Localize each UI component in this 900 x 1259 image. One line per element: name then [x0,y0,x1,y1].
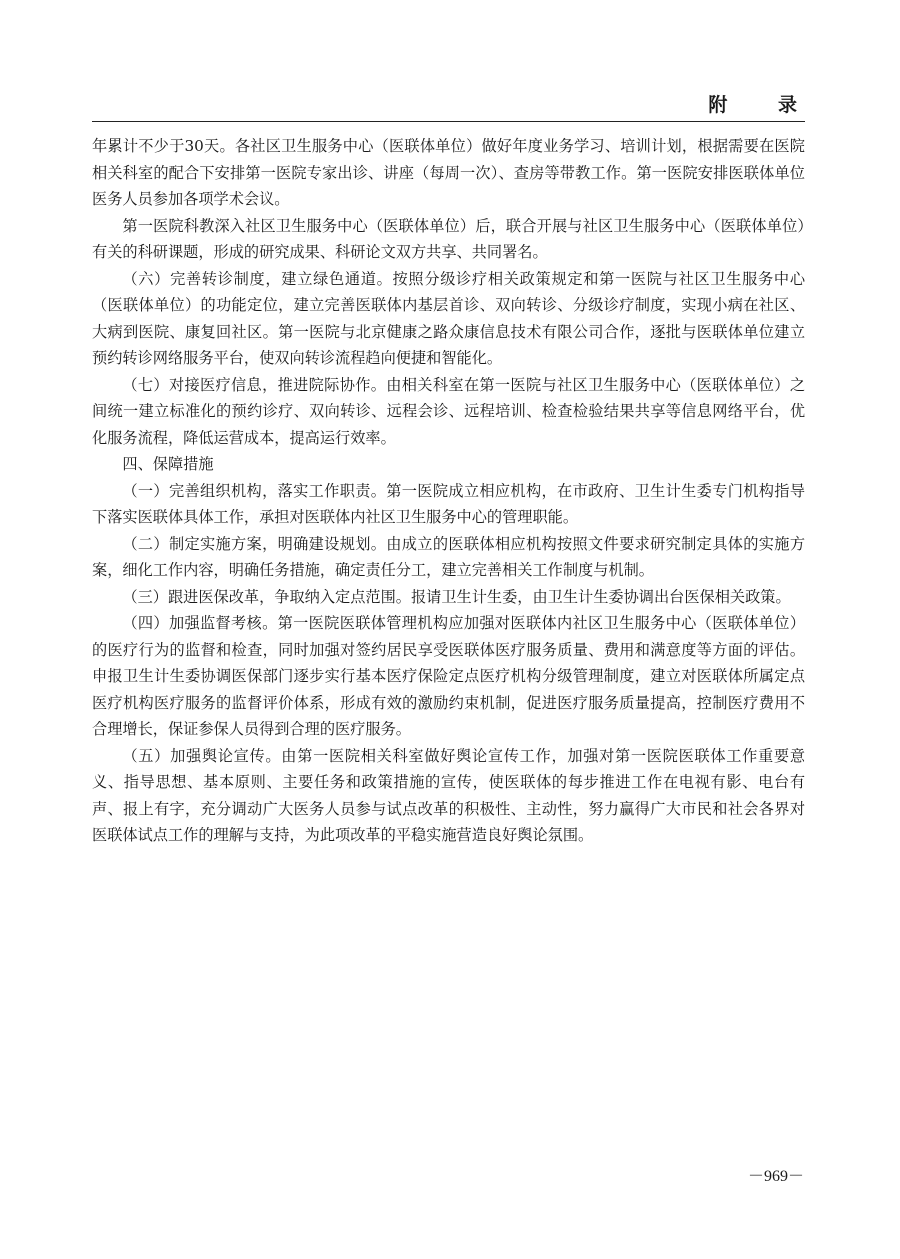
header-title: 附 录 [708,94,819,116]
paragraph-measure-4: （四）加强监督考核。第一医院医联体管理机构应加强对医联体内社区卫生服务中心（医联体单位）的医疗行为的监督和检查，同时加强对签约居民享受医联体医疗服务质量、费用和满意度等方面的评估。申报卫生计生委协调医保部门逐步实行基本医疗保险定点医疗机构分级管理制度，建立对医联体所属定点医疗机构医疗服务的监督评价体系，形成有效的激励约束机制，促进医疗服务质量提高，控制医疗费用不合理增长，保证参保人员得到合理的医疗服务。 [92,614,805,738]
paragraph-measure-5: （五）加强舆论宣传。由第一医院相关科室做好舆论宣传工作，加强对第一医院医联体工作重要意义、指导思想、基本原则、主要任务和政策措施的宣传，使医联体的每步推进工作在电视有影、电台有声、报上有字，充分调动广大医务人员参与试点改革的积极性、主动性，努力赢得广大市民和社会各界对医联体试点工作的理解与支持，为此项改革的平稳实施营造良好舆论氛围。 [92,746,805,844]
page-header [92,88,819,122]
page-number: －969－ [747,1168,804,1185]
body-text [92,133,805,849]
paragraph-measure-2: （二）制定实施方案，明确建设规划。由成立的医联体相应机构按照文件要求研究制定具体的实施方案，细化工作内容，明确任务措施，确定责任分工，建立完善相关工作制度与机制。 [92,534,805,579]
paragraph-item-7: （七）对接医疗信息，推进院际协作。由相关科室在第一医院与社区卫生服务中心（医联体单位）之间统一建立标准化的预约诊疗、双向转诊、远程会诊、远程培训、检查检验结果共享等信息网络平台，优化服务流程，降低运营成本，提高运行效率。 [92,375,805,447]
paragraph-measure-3: （三）跟进医保改革，争取纳入定点范围。报请卫生计生委，由卫生计生委协调出台医保相关政策。 [122,587,791,606]
paragraph-continuation: 年累计不少于30天。各社区卫生服务中心（医联体单位）做好年度业务学习、培训计划，根据需要在医院相关科室的配合下安排第一医院专家出诊、讲座（每周一次）、查房等带教工作。第一医院安排医联体单位医务人员参加各项学术会议。 [92,137,805,208]
paragraph-research: 第一医院科教深入社区卫生服务中心（医联体单位）后，联合开展与社区卫生服务中心（医联体单位）有关的科研课题，形成的研究成果、科研论文双方共享、共同署名。 [92,216,805,261]
paragraph-item-6: （六）完善转诊制度，建立绿色通道。按照分级诊疗相关政策规定和第一医院与社区卫生服务中心（医联体单位）的功能定位，建立完善医联体内基层首诊、双向转诊、分级诊疗制度，实现小病在社区、大病到医院、康复回社区。第一医院与北京健康之路众康信息技术有限公司合作，逐批与医联体单位建立预约转诊网络服务平台，使双向转诊流程趋向便捷和智能化。 [92,269,805,367]
section-heading-4: 四、保障措施 [122,455,214,473]
paragraph-measure-1: （一）完善组织机构，落实工作职责。第一医院成立相应机构，在市政府、卫生计生委专门机构指导下落实医联体具体工作，承担对医联体内社区卫生服务中心的管理职能。 [92,481,805,526]
